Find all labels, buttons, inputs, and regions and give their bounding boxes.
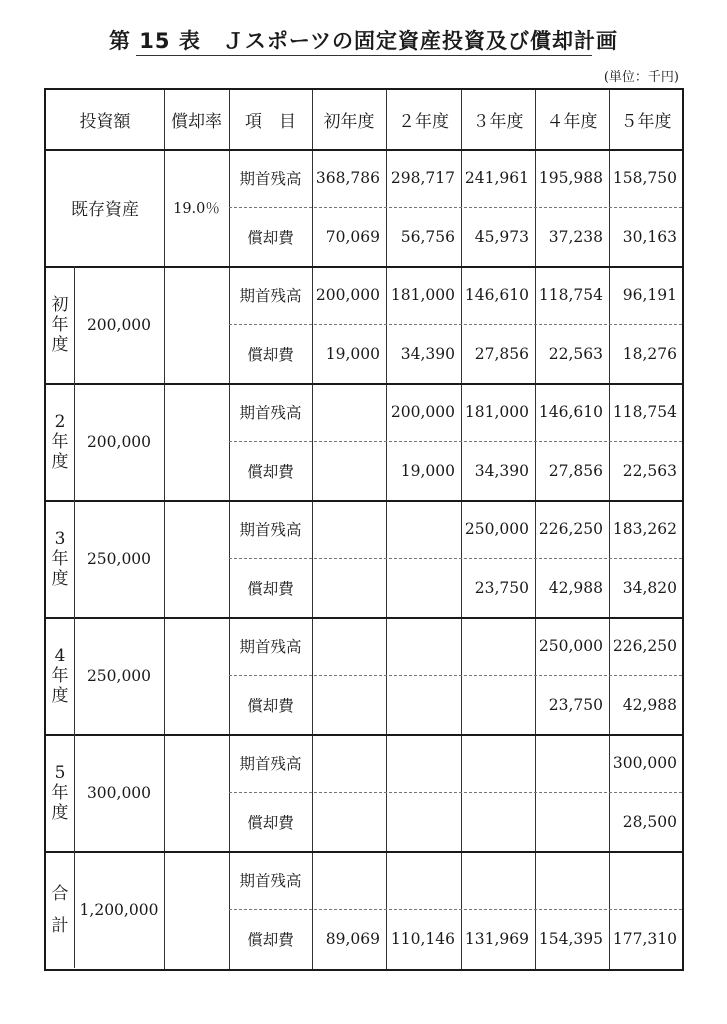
cell-depreciation: 42,988 (548, 578, 603, 597)
row-label-opening-balance: 期首残高 (239, 287, 302, 305)
cell-depreciation: 23,750 (548, 695, 603, 714)
row-label-opening-balance: 期首残高 (239, 638, 302, 656)
row-label-depreciation: 償却費 (247, 813, 294, 832)
cell-opening-balance (386, 617, 461, 675)
cell-depreciation (312, 558, 386, 617)
investment-amount: 250,000 (86, 666, 152, 685)
group-label-char: 初 (51, 294, 69, 315)
depreciation-rate: 19.0％ (173, 201, 220, 217)
cell-depreciation: 131,969 (464, 929, 529, 948)
cell-opening-balance (312, 851, 386, 909)
cell-opening-balance: 181,000 (464, 403, 529, 421)
row-label-opening-balance: 期首残高 (239, 755, 302, 773)
cell-depreciation: 19,000 (400, 461, 455, 480)
row-label-opening-balance: 期首残高 (239, 521, 302, 539)
cell-depreciation: 23,750 (474, 578, 529, 597)
header-year-2: ２年度 (398, 112, 449, 132)
header-year-4: ４年度 (546, 112, 598, 132)
cell-opening-balance: 118,754 (612, 403, 677, 421)
cell-depreciation: 37,238 (548, 227, 603, 246)
cell-depreciation: 110,146 (390, 929, 455, 948)
row-label-depreciation: 償却費 (247, 696, 294, 715)
row-label-opening-balance: 期首残高 (239, 404, 302, 422)
cell-opening-balance (312, 617, 386, 675)
group-label-char: 2 (54, 411, 66, 432)
investment-amount: 250,000 (86, 549, 152, 568)
group-label-char: 年 (51, 548, 69, 569)
cell-opening-balance: 368,786 (315, 169, 380, 187)
cell-depreciation: 34,390 (400, 344, 455, 363)
cell-opening-balance (535, 734, 609, 792)
group-label-vertical (46, 851, 74, 968)
group-label-char: 4 (54, 645, 66, 666)
cell-opening-balance: 118,754 (538, 286, 603, 304)
header-year-5: ５年度 (620, 112, 672, 132)
cell-depreciation: 27,856 (548, 461, 603, 480)
cell-opening-balance (312, 734, 386, 792)
cell-opening-balance: 226,250 (612, 637, 677, 655)
cell-opening-balance (386, 500, 461, 558)
group-label-char: 計 (51, 915, 69, 936)
cell-opening-balance (312, 500, 386, 558)
depreciation-table (44, 88, 684, 971)
cell-opening-balance: 250,000 (538, 637, 603, 655)
cell-depreciation: 70,069 (325, 227, 380, 246)
row-label-depreciation: 償却費 (247, 345, 294, 364)
cell-depreciation: 18,276 (622, 344, 677, 363)
cell-opening-balance: 96,191 (622, 286, 677, 304)
cell-opening-balance: 226,250 (538, 520, 603, 538)
group-label-vertical (46, 383, 74, 500)
group-label-vertical (46, 500, 74, 617)
group-label-char: 合 (51, 883, 69, 904)
cell-opening-balance: 250,000 (464, 520, 529, 538)
group-label-char: 度 (51, 685, 69, 706)
cell-depreciation: 27,856 (474, 344, 529, 363)
cell-opening-balance (386, 734, 461, 792)
table-title: 第 15 表 Ｊスポーツの固定資産投資及び償却計画 (108, 29, 618, 53)
cell-opening-balance: 181,000 (390, 286, 455, 304)
cell-opening-balance (312, 383, 386, 441)
cell-opening-balance (461, 617, 535, 675)
cell-opening-balance (386, 851, 461, 909)
cell-opening-balance: 158,750 (612, 169, 677, 187)
row-label-opening-balance: 期首残高 (239, 872, 302, 890)
group-label-char: 度 (51, 568, 69, 589)
group-label-char: 年 (51, 665, 69, 686)
header-year-1: 初年度 (323, 112, 375, 132)
row-label-depreciation: 償却費 (247, 930, 294, 949)
cell-depreciation (535, 792, 609, 851)
group-label-vertical (46, 617, 74, 734)
cell-depreciation (312, 675, 386, 734)
cell-depreciation: 42,988 (622, 695, 677, 714)
cell-depreciation (461, 675, 535, 734)
cell-opening-balance: 200,000 (390, 403, 455, 421)
investment-amount: 300,000 (86, 783, 152, 802)
investment-amount: 200,000 (86, 432, 152, 451)
cell-opening-balance: 241,961 (464, 169, 529, 187)
group-label-char: 年 (51, 431, 69, 452)
cell-depreciation: 177,310 (612, 929, 677, 948)
cell-opening-balance: 183,262 (612, 520, 677, 538)
header-year-3: ３年度 (472, 112, 524, 132)
group-label-char: 年 (51, 314, 69, 335)
cell-depreciation: 154,395 (538, 929, 603, 948)
cell-depreciation (312, 792, 386, 851)
cell-depreciation: 22,563 (622, 461, 677, 480)
cell-opening-balance: 195,988 (538, 169, 603, 187)
group-label-char: 度 (51, 802, 69, 823)
cell-opening-balance: 298,717 (390, 169, 455, 187)
header-item: 項 目 (245, 112, 296, 132)
header-rate: 償却率 (171, 112, 222, 132)
investment-amount: 200,000 (86, 315, 152, 334)
cell-opening-balance: 146,610 (464, 286, 529, 304)
cell-opening-balance (461, 851, 535, 909)
cell-depreciation: 30,163 (622, 227, 677, 246)
group-label-char: 3 (54, 528, 66, 549)
cell-opening-balance (535, 851, 609, 909)
cell-depreciation (386, 792, 461, 851)
investment-amount: 1,200,000 (79, 900, 159, 919)
group-label-existing: 既存資産 (71, 200, 139, 220)
row-label-depreciation: 償却費 (247, 228, 294, 247)
group-label-vertical (46, 266, 74, 383)
title-underline (136, 55, 592, 56)
cell-depreciation (312, 441, 386, 500)
group-label-char: 年 (51, 782, 69, 803)
cell-depreciation: 56,756 (400, 227, 455, 246)
cell-depreciation: 22,563 (548, 344, 603, 363)
row-label-depreciation: 償却費 (247, 579, 294, 598)
group-label-char: 度 (51, 334, 69, 355)
row-label-depreciation: 償却費 (247, 462, 294, 481)
cell-depreciation (461, 792, 535, 851)
cell-opening-balance: 200,000 (315, 286, 380, 304)
cell-opening-balance: 300,000 (612, 754, 677, 772)
cell-depreciation: 34,390 (474, 461, 529, 480)
cell-depreciation (386, 558, 461, 617)
cell-opening-balance (461, 734, 535, 792)
group-label-char: 度 (51, 451, 69, 472)
cell-depreciation: 19,000 (325, 344, 380, 363)
cell-depreciation: 28,500 (622, 812, 677, 831)
cell-depreciation: 89,069 (325, 929, 380, 948)
cell-opening-balance: 146,610 (538, 403, 603, 421)
cell-depreciation (386, 675, 461, 734)
group-label-char: 5 (54, 762, 66, 783)
unit-label: (単位：千円) (603, 70, 679, 85)
row-label-opening-balance: 期首残高 (239, 170, 302, 188)
cell-depreciation: 45,973 (474, 227, 529, 246)
cell-opening-balance (609, 851, 683, 909)
cell-depreciation: 34,820 (622, 578, 677, 597)
group-label-vertical (46, 734, 74, 851)
header-investment: 投資額 (79, 112, 131, 132)
